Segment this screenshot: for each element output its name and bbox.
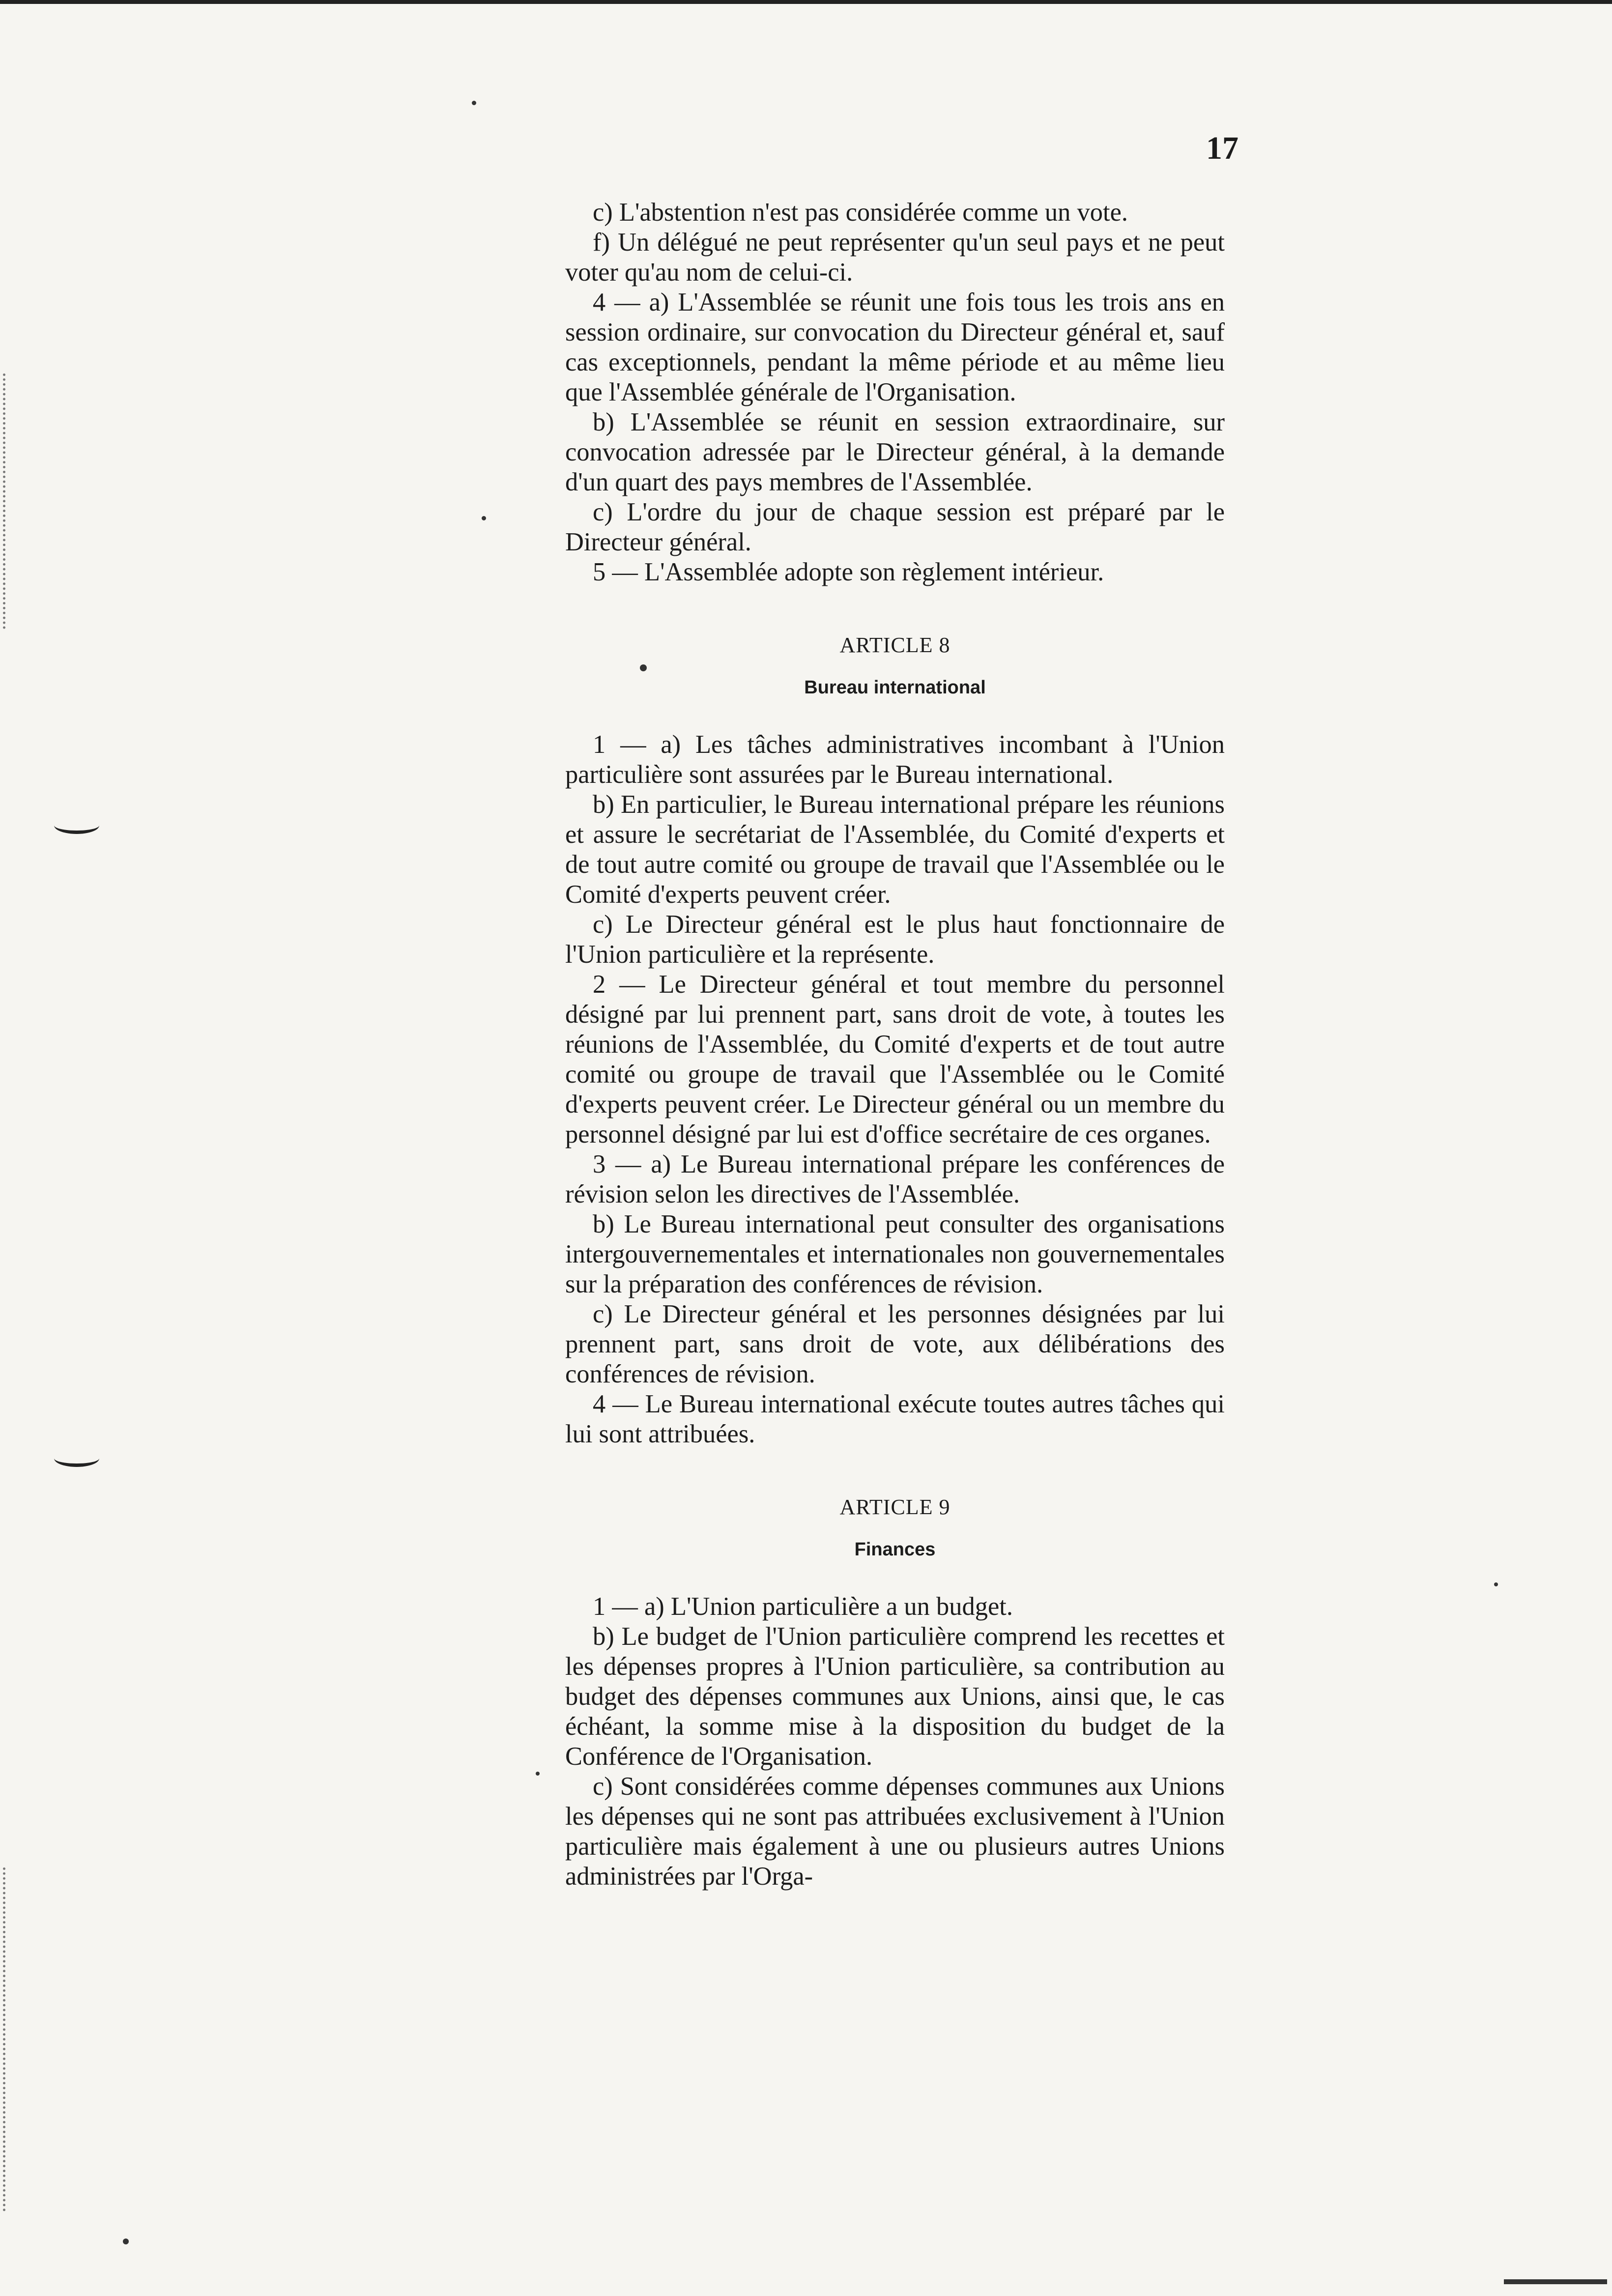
paragraph: 2 — Le Directeur général et tout membre du personnel désigné par lui prennent part, sans droit de vote, à toutes les réunions de l'Assemblée, du Comité d'experts et de tout autre comité ou groupe de travail que l'Assemblée ou le Comité d'experts peuvent créer. Le Directeur général ou un membre du personnel désigné par lui est d'office secrétaire de ces organes. [565,970,1225,1148]
paragraph: b) L'Assemblée se réunit en session extraordinaire, sur convocation adressée par le Directeur général, à la demande d'un quart des pays membres de l'Assemblée. [565,408,1225,496]
paragraph: 1 — a) Les tâches administratives incombant à l'Union particulière sont assurées par le Bureau international. [565,730,1225,789]
bottom-edge-rule [1504,2279,1607,2284]
paragraph: c) L'abstention n'est pas considérée comme un vote. [593,198,1128,227]
scan-speck [482,516,486,520]
scan-speck [640,664,647,671]
scan-speck [536,1772,540,1776]
text-column [565,198,1225,1892]
scan-speck [1494,1582,1498,1586]
page-number: 17 [1206,130,1238,166]
paragraph: 5 — L'Assemblée adopte son règlement intérieur. [593,558,1104,586]
article-subheading: Finances [854,1539,936,1560]
paragraph: 3 — a) Le Bureau international prépare les conférences de révision selon les directives de l'Assemblée. [565,1150,1225,1208]
section-article-9 [565,1492,1225,1892]
paragraph: 4 — a) L'Assemblée se réunit une fois tous les trois ans en session ordinaire, sur convocation du Directeur général et, sauf cas exceptionnels, pendant la même période et au même lieu que l'Assemblée générale de l'Organisation. [565,288,1225,406]
paragraph: 4 — Le Bureau international exécute toutes autres tâches qui lui sont attribuées. [565,1390,1225,1448]
section-intro [565,198,1225,587]
article-heading: ARTICLE 9 [839,1495,950,1519]
edge-scan-dots [3,1867,8,2211]
scan-speck [472,101,476,105]
paragraph: c) Le Directeur général est le plus haut fonctionnaire de l'Union particulière et la représente. [565,910,1225,969]
section-article-8 [565,631,1225,1449]
paragraph: c) L'ordre du jour de chaque session est préparé par le Directeur général. [565,498,1225,556]
article-heading: ARTICLE 8 [839,633,950,657]
paragraph: b) Le Bureau international peut consulter des organisations intergouvernementales et internationales non gouvernementales sur la préparation des conférences de révision. [565,1210,1225,1298]
paragraph: c) Le Directeur général et les personnes désignées par lui prennent part, sans droit de vote, aux délibérations des conférences de révision. [565,1300,1225,1388]
article-subheading: Bureau international [804,677,986,698]
margin-binding-mark [54,817,99,834]
paragraph: f) Un délégué ne peut représenter qu'un seul pays et ne peut voter qu'au nom de celui-ci. [565,228,1225,287]
paragraph: b) En particulier, le Bureau international prépare les réunions et assure le secrétariat de l'Assemblée, du Comité d'experts et de tout autre comité ou groupe de travail que l'Assemblée ou le Comité d'experts peuvent créer. [565,790,1225,909]
edge-scan-dots [3,373,8,629]
margin-binding-mark [54,1450,99,1467]
paragraph: 1 — a) L'Union particulière a un budget. [593,1592,1013,1621]
paragraph: b) Le budget de l'Union particulière comprend les recettes et les dépenses propres à l'Union particulière, sa contribution au budget des dépenses communes aux Unions, ainsi que, le cas échéant, la somme mise à la disposition du budget de la Conférence de l'Organisation. [565,1622,1225,1771]
scan-speck [123,2239,129,2244]
paragraph: c) Sont considérées comme dépenses communes aux Unions les dépenses qui ne sont pas attribuées exclusivement à l'Union particulière mais également à une ou plusieurs autres Unions administrées par l'Orga- [565,1772,1225,1891]
top-edge-rule [0,0,1612,4]
